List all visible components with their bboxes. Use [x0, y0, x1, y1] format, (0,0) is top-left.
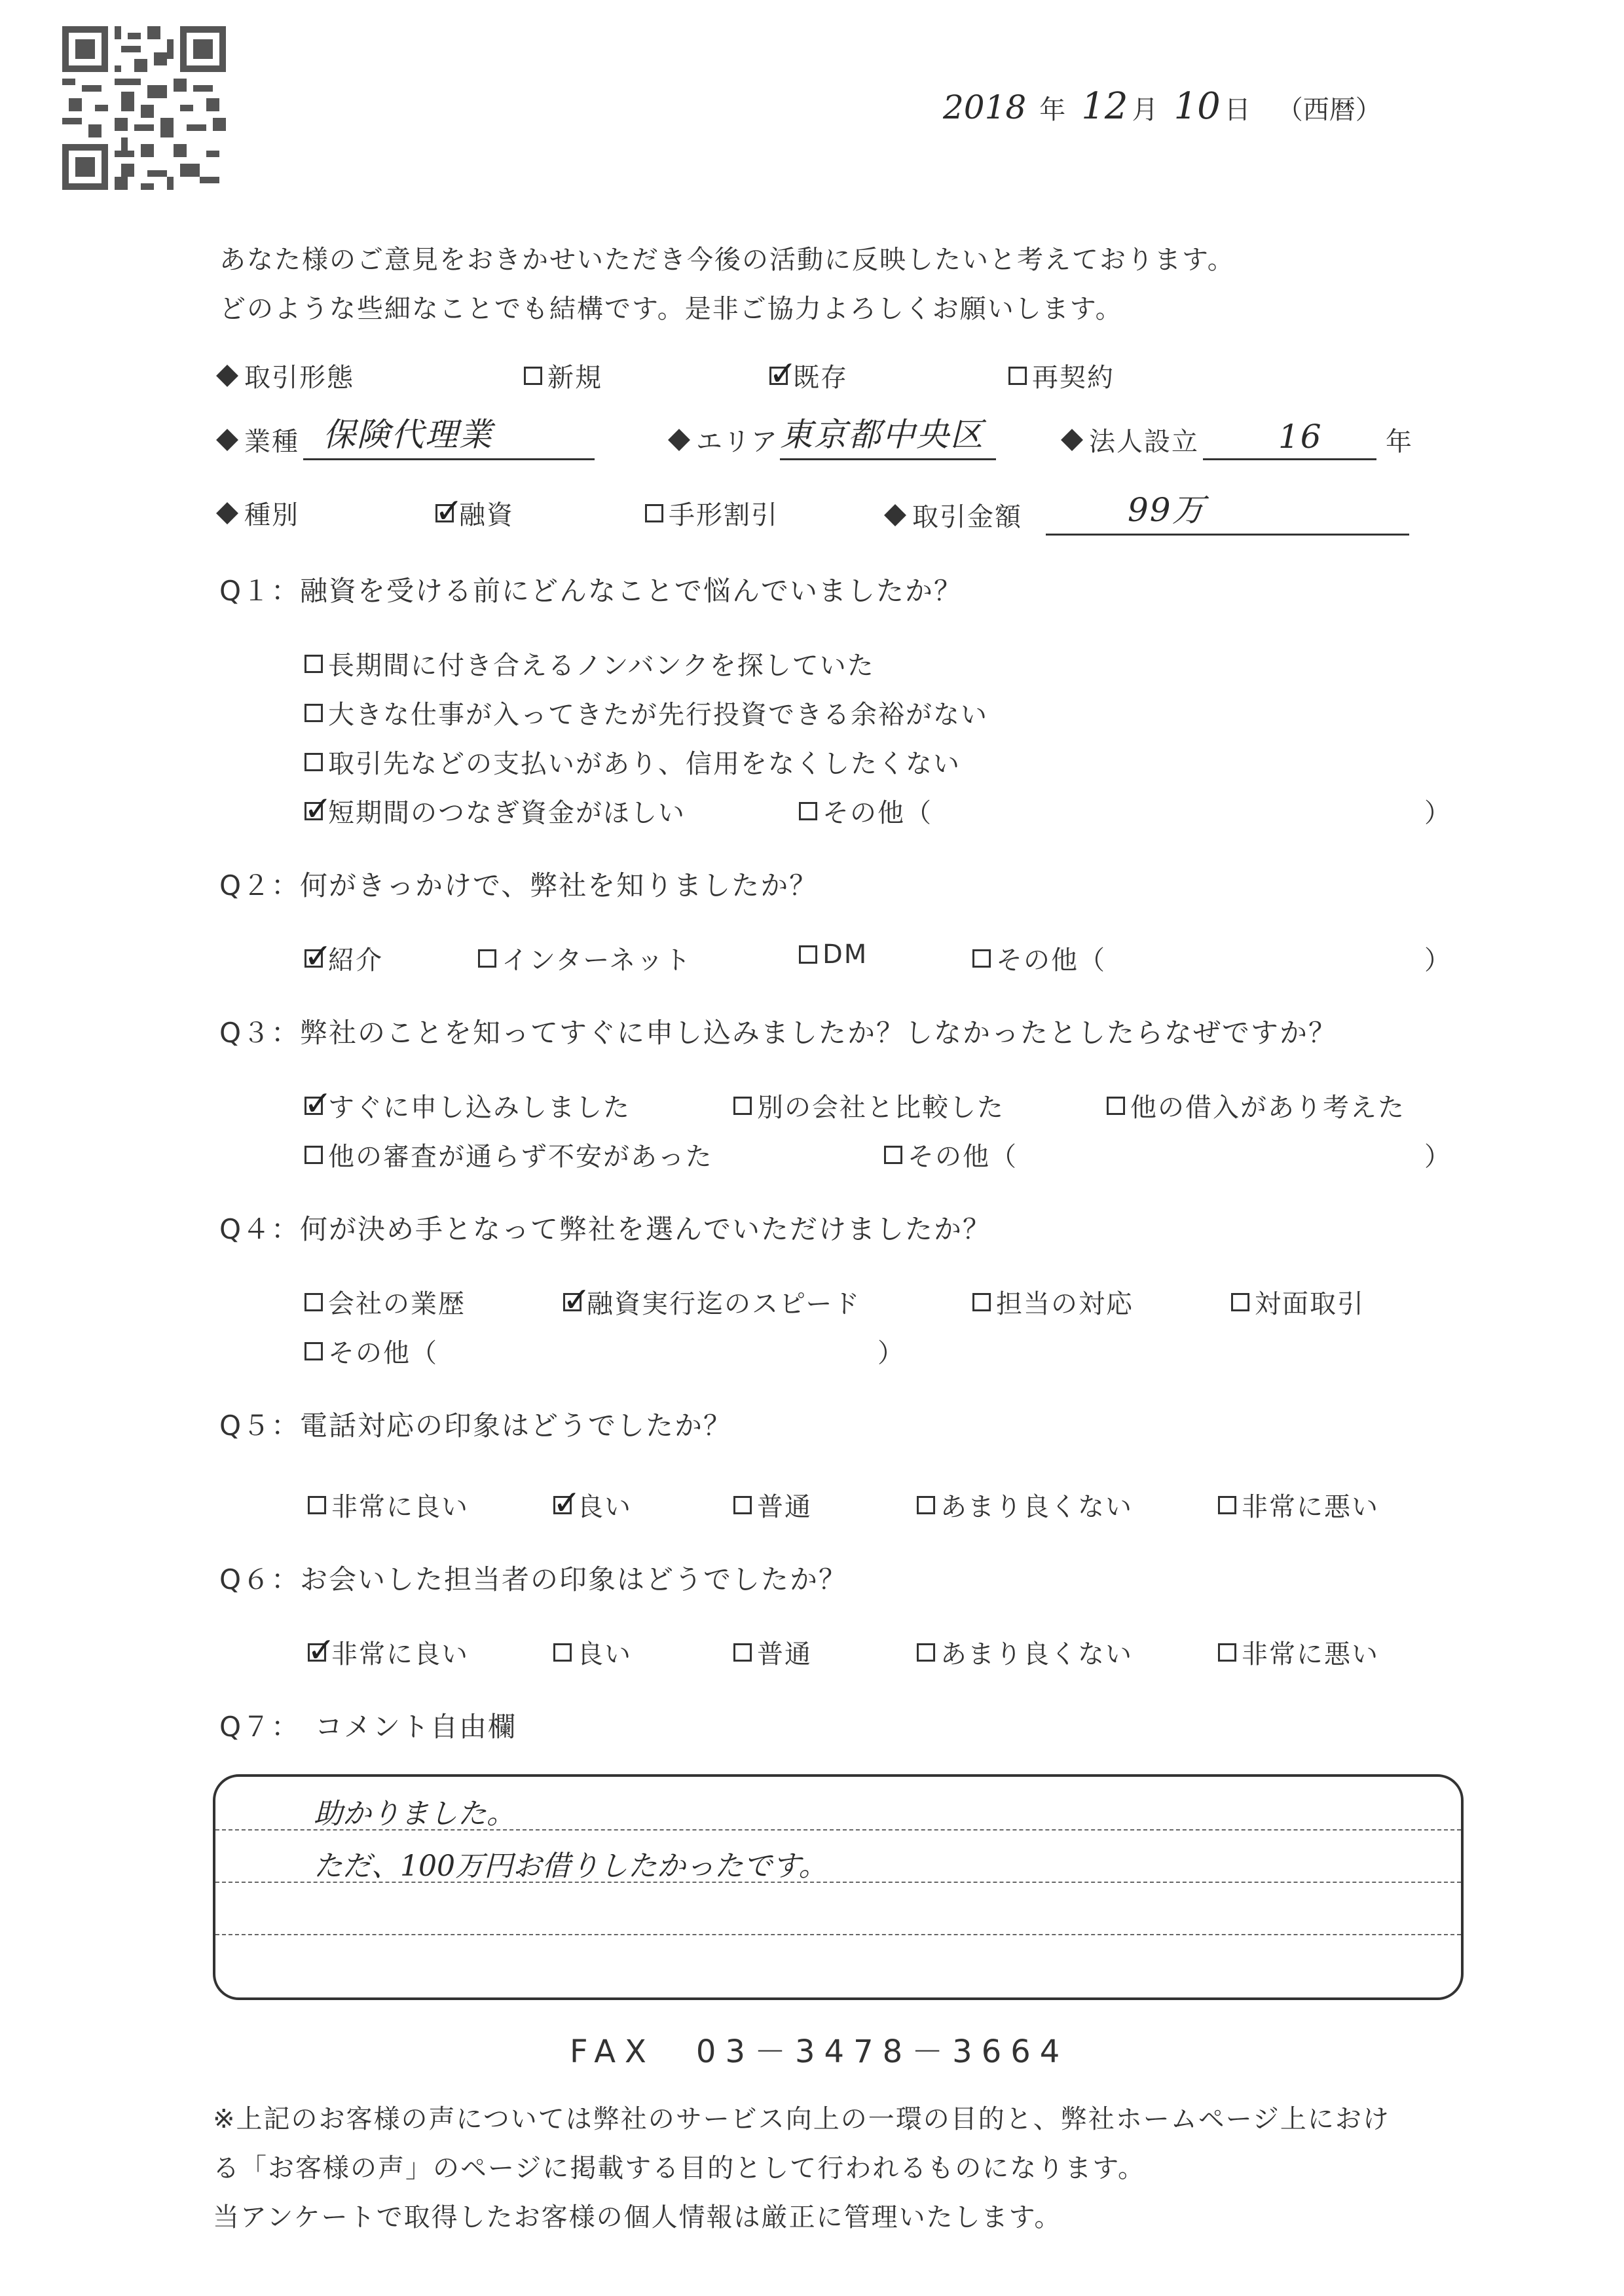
amount-field: 取引金額 99万: [887, 494, 1409, 536]
q3-option-3[interactable]: 他の借入があり考えた: [1107, 1087, 1405, 1124]
date-era: （西暦）: [1276, 95, 1382, 125]
q2-option-dm[interactable]: DM: [799, 939, 868, 970]
checkbox-icon: [553, 1643, 572, 1662]
checkbox-icon: [799, 802, 817, 820]
option-existing[interactable]: ✓ 既存: [769, 357, 848, 394]
checkbox-icon: [733, 1097, 752, 1115]
q4-paren-close: ）: [877, 1338, 904, 1368]
q1-option-2[interactable]: 大きな仕事が入ってきたが先行投資できる余裕がない: [304, 694, 988, 731]
intro-line-2: どのような些細なことでも結構です。是非ご協力よろしくお願いします。: [219, 294, 1123, 324]
checkbox-checked-icon: [435, 504, 454, 522]
q2-option-other[interactable]: その他（: [972, 939, 1106, 977]
q1-title: Q１：融資を受ける前にどんなことで悩んでいましたか？: [219, 575, 963, 607]
q5-option-3[interactable]: 普通: [733, 1486, 812, 1523]
q6-option-3[interactable]: 普通: [733, 1633, 812, 1671]
checkbox-icon: [304, 704, 323, 722]
q3-paren-close: ）: [1424, 1142, 1450, 1172]
diamond-bullet-icon: [884, 504, 906, 526]
q4-title: Q４：何が決め手となって弊社を選んでいただけましたか？: [219, 1213, 992, 1245]
footer-line-2: る「お客様の声」のページに掲載する目的として行われるものになります。: [213, 2153, 1145, 2183]
checkbox-icon: [733, 1643, 752, 1662]
q1-option-3[interactable]: 取引先などの支払いがあり、信用をなくしたくない: [304, 743, 961, 780]
checkbox-icon: [304, 1146, 323, 1164]
q3-option-4[interactable]: 他の審査が通らず不安があった: [304, 1136, 713, 1173]
date-year: 2018: [943, 88, 1027, 126]
q3-title: Q３：弊社のことを知ってすぐに申し込みましたか？しなかったとしたらなぜですか？: [219, 1017, 1338, 1049]
diamond-bullet-icon: [216, 429, 238, 451]
comment-line-1: 助かりました。: [314, 1797, 515, 1831]
q5-option-1[interactable]: 非常に良い: [308, 1486, 469, 1523]
date-line: [943, 85, 1382, 128]
footer-line-1: ※上記のお客様の声については弊社のサービス向上の一環の目的と、弊社ホームページ上におけ: [213, 2104, 1390, 2134]
q5-option-2[interactable]: ✓ 良い: [553, 1486, 632, 1523]
transaction-type-label: 取引形態: [219, 357, 354, 394]
q3-option-2[interactable]: 別の会社と比較した: [733, 1087, 1005, 1124]
checkbox-checked-icon: [304, 1097, 323, 1115]
industry-field: 業種 保険代理業: [219, 419, 595, 460]
checkbox-icon: [917, 1496, 935, 1514]
date-day-unit: 日: [1224, 95, 1251, 125]
kind-label: 種別: [219, 494, 299, 532]
comment-box[interactable]: [213, 1774, 1464, 2000]
q4-option-other[interactable]: その他（: [304, 1332, 438, 1370]
checkbox-icon: [884, 1146, 902, 1164]
qr-code-icon: [62, 26, 226, 190]
checkbox-icon: [917, 1643, 935, 1662]
checkbox-icon: [308, 1496, 326, 1514]
intro-line-1: あなた様のご意見をおきかせいただき今後の活動に反映したいと考えております。: [219, 245, 1235, 275]
checkbox-icon: [304, 1342, 323, 1360]
q6-title: Q６：お会いした担当者の印象はどうでしたか？: [219, 1563, 848, 1595]
q7-title: Q７： コメント自由欄: [219, 1711, 517, 1743]
date-day: 10: [1173, 85, 1221, 128]
diamond-bullet-icon: [216, 502, 238, 524]
checkbox-icon: [733, 1496, 752, 1514]
checkbox-icon: [1218, 1643, 1236, 1662]
checkbox-icon: [645, 504, 663, 522]
date-year-unit: 年: [1039, 95, 1066, 125]
q3-option-1[interactable]: ✓ すぐに申し込みしました: [304, 1087, 631, 1124]
checkbox-icon: [972, 1293, 991, 1311]
checkbox-icon: [1107, 1097, 1125, 1115]
q1-option-other[interactable]: その他（: [799, 792, 932, 829]
area-field: エリア 東京都中央区: [671, 419, 996, 460]
option-bill-discount[interactable]: 手形割引: [645, 494, 779, 532]
diamond-bullet-icon: [668, 429, 690, 451]
established-value: 16: [1278, 418, 1323, 456]
q2-title: Q２：何がきっかけで、弊社を知りましたか？: [219, 869, 819, 902]
q1-paren-close: ）: [1424, 798, 1450, 828]
checkbox-checked-icon: [304, 802, 323, 820]
industry-value: 保険代理業: [323, 416, 493, 454]
option-recontract[interactable]: 再契約: [1008, 357, 1115, 394]
checkbox-checked-icon: [553, 1496, 572, 1514]
q3-option-other[interactable]: その他（: [884, 1136, 1018, 1173]
footer-line-3: 当アンケートで取得したお客様の個人情報は厳正に管理いたします。: [213, 2202, 1062, 2232]
q6-option-1[interactable]: ✓ 非常に良い: [308, 1633, 469, 1671]
q4-option-4[interactable]: 対面取引: [1231, 1283, 1365, 1321]
checkbox-icon: [1231, 1293, 1249, 1311]
checkbox-icon: [799, 945, 817, 964]
amount-value: 99万: [1128, 491, 1206, 529]
checkbox-checked-icon: [304, 949, 323, 968]
q2-option-internet[interactable]: インターネット: [478, 939, 692, 977]
q1-option-1[interactable]: 長期間に付き合えるノンバンクを探していた: [304, 645, 875, 682]
comment-line-2: ただ、100万円お借りしたかったです。: [314, 1850, 828, 1883]
diamond-bullet-icon: [1061, 429, 1083, 451]
date-month-unit: 月: [1132, 95, 1158, 125]
q5-option-5[interactable]: 非常に悪い: [1218, 1486, 1379, 1523]
date-month: 12: [1081, 85, 1128, 128]
q4-option-2[interactable]: ✓ 融資実行迄のスピード: [563, 1283, 860, 1321]
established-field: 法人設立 16 年: [1064, 419, 1413, 460]
q5-title: Q５：電話対応の印象はどうでしたか？: [219, 1410, 733, 1442]
q6-option-4[interactable]: あまり良くない: [917, 1633, 1133, 1671]
q4-option-3[interactable]: 担当の対応: [972, 1283, 1134, 1321]
q2-paren-close: ）: [1424, 945, 1450, 975]
q5-option-4[interactable]: あまり良くない: [917, 1486, 1133, 1523]
checkbox-icon: [304, 1293, 323, 1311]
fax-number: FAX 03－3478－3664: [570, 2033, 1069, 2070]
checkbox-icon: [304, 753, 323, 771]
checkbox-icon: [478, 949, 496, 968]
q6-option-2[interactable]: 良い: [553, 1633, 632, 1671]
checkbox-icon: [972, 949, 991, 968]
checkbox-checked-icon: [308, 1643, 326, 1662]
checkbox-icon: [304, 655, 323, 673]
diamond-bullet-icon: [216, 365, 238, 387]
checkbox-icon: [524, 367, 542, 385]
checkbox-checked-icon: [769, 367, 788, 385]
q1-option-4[interactable]: ✓ 短期間のつなぎ資金がほしい: [304, 792, 686, 829]
checkbox-icon: [1008, 367, 1027, 385]
checkbox-checked-icon: [563, 1293, 581, 1311]
checkbox-icon: [1218, 1496, 1236, 1514]
option-loan[interactable]: ✓ 融資: [435, 494, 514, 532]
option-new[interactable]: 新規: [524, 357, 602, 394]
q6-option-5[interactable]: 非常に悪い: [1218, 1633, 1379, 1671]
q2-option-referral[interactable]: ✓ 紹介: [304, 939, 383, 977]
area-value: 東京都中央区: [780, 416, 984, 454]
q4-option-1[interactable]: 会社の業歴: [304, 1283, 466, 1321]
